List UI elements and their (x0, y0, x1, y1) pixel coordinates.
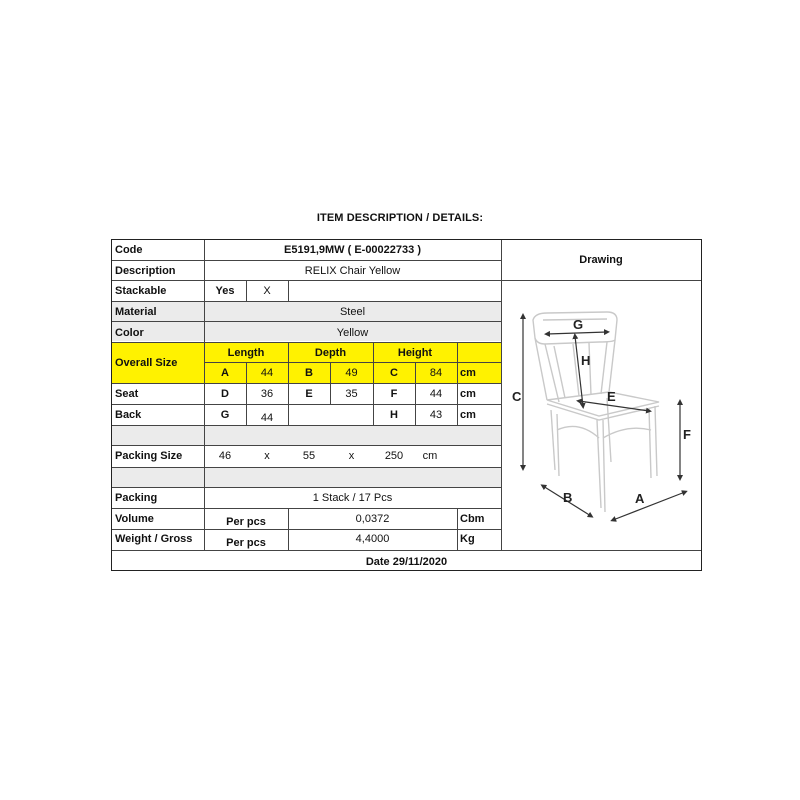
packing-size-3: 250 (384, 450, 404, 462)
b-value: 49 (345, 367, 358, 379)
color-value: Yellow (336, 327, 369, 339)
c-key: C (390, 367, 398, 379)
c-value: 84 (429, 367, 443, 379)
packing-size-x2: x (348, 450, 355, 462)
overall-size-label: Overall Size (115, 357, 178, 369)
f-key: F (390, 388, 398, 400)
volume-value: 0,0372 (355, 513, 390, 525)
code-value: E5191,9MW ( E-00022733 ) (284, 244, 421, 256)
height-header: Height (397, 347, 433, 359)
label-g: G (573, 317, 584, 332)
row-divider (112, 425, 501, 426)
row-divider (112, 550, 701, 551)
f-value: 44 (429, 388, 443, 400)
description-value: RELIX Chair Yellow (304, 265, 401, 277)
row-divider (112, 445, 501, 446)
weight-per: Per pcs (226, 537, 266, 549)
row-divider (112, 404, 501, 405)
material-label: Material (115, 306, 157, 318)
a-key: A (221, 367, 229, 379)
overall-unit: cm (460, 367, 476, 379)
chair-outline (533, 312, 659, 512)
packing-size-x1: x (264, 450, 270, 462)
col-divider (457, 508, 458, 550)
d-key: D (221, 388, 229, 400)
label-c: C (512, 389, 522, 404)
packing-size-label: Packing Size (115, 450, 183, 462)
e-key: E (305, 388, 313, 400)
h-key: H (390, 409, 398, 421)
packing-label: Packing (115, 492, 158, 504)
color-label: Color (115, 327, 144, 339)
e-value: 35 (345, 388, 358, 400)
row-divider (112, 487, 501, 488)
chair-drawing (499, 280, 702, 550)
spacer-band-2 (112, 467, 501, 487)
volume-label: Volume (115, 513, 154, 525)
length-header: Length (227, 347, 265, 359)
label-a: A (635, 491, 645, 506)
b-key: B (305, 367, 313, 379)
description-label: Description (115, 265, 176, 277)
stackable-yes: Yes (215, 285, 235, 297)
weight-value: 4,4000 (355, 533, 390, 545)
packing-value: 1 Stack / 17 Pcs (312, 492, 393, 504)
row-divider (112, 467, 501, 468)
date-footer: Date 29/11/2020 (365, 556, 448, 568)
seat-label: Seat (115, 388, 139, 400)
row-divider (112, 342, 501, 343)
packing-size-unit: cm (422, 450, 438, 462)
back-label: Back (115, 409, 142, 421)
d-value: 36 (260, 388, 274, 400)
weight-unit: Kg (460, 533, 475, 545)
h-value: 43 (429, 409, 443, 421)
page-title: ITEM DESCRIPTION / DETAILS: (316, 212, 484, 224)
code-label: Code (115, 244, 143, 256)
volume-unit: Cbm (460, 513, 485, 525)
label-h: H (581, 353, 591, 368)
packing-size-2: 55 (302, 450, 316, 462)
back-unit: cm (460, 409, 476, 421)
seat-unit: cm (460, 388, 476, 400)
drawing-header: Drawing (579, 254, 623, 266)
row-divider (112, 280, 501, 281)
label-f: F (683, 427, 691, 442)
stackable-mark: X (263, 285, 271, 297)
g-key: G (220, 409, 230, 421)
col-divider (288, 280, 289, 301)
row-divider (112, 260, 501, 261)
spacer-band-1 (112, 425, 501, 445)
row-divider (112, 383, 501, 384)
weight-label: Weight / Gross (115, 533, 193, 545)
row-divider (112, 529, 501, 530)
row-divider (112, 301, 501, 302)
a-value: 44 (260, 367, 274, 379)
g-value: 44 (260, 412, 274, 424)
row-divider (112, 321, 501, 322)
row-divider (112, 508, 501, 509)
depth-header: Depth (314, 347, 347, 359)
material-value: Steel (339, 306, 366, 318)
label-e: E (607, 389, 616, 404)
label-b: B (563, 490, 573, 505)
packing-size-1: 46 (218, 450, 232, 462)
volume-per: Per pcs (226, 516, 266, 528)
stackable-label: Stackable (115, 285, 167, 297)
col-divider (457, 342, 458, 425)
